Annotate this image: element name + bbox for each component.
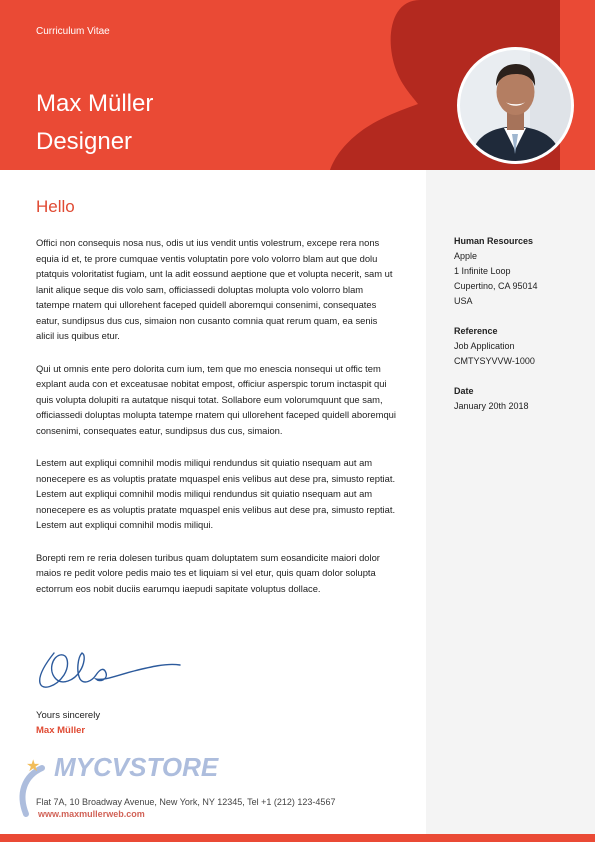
header-banner	[0, 0, 595, 170]
profile-photo	[457, 47, 574, 164]
footer-address: Flat 7A, 10 Broadway Avenue, New York, NY 12345, Tel +1 (212) 123-4567	[36, 797, 336, 807]
paragraph: Borepti rem re reria dolesen turibus quam doluptatem sum eosandicite maiori dolor maios re pedit volore pedis maio tes et liquiam si vel etur, quis quam dolor solupta ectorrum eos nobit duciis earumqu iaepudi sapitate voluptus dollace.	[36, 551, 380, 594]
person-portrait-icon	[460, 50, 571, 161]
recipient-title: Human Resources	[454, 236, 534, 246]
recipient-line: Apple	[454, 251, 478, 261]
cv-label: Curriculum Vitae	[36, 26, 110, 37]
signer-name: Max Müller	[36, 725, 86, 736]
signature-icon	[34, 645, 184, 695]
greeting: Hello	[36, 197, 75, 216]
paragraph: Qui ut omnis ente pero dolorita cum ium, tem que mo enescia nonsequi ut offic tem explant auda con et exceatusae nobitat empost, officiur asperspic torum inctaspit qui quis volupta dolupiti ra autatque nisqui totat. Sollabore eum volorumquunt que sam, officiassedi doluptas molupta tatempe rnatem qui ullorehent faceped quidell aboremqui consenimi, consequates eatur, sundipsus dus cus, simaion.	[36, 362, 396, 436]
paragraph: Lestem aut expliqui comnihil modis miliqui rendundus sit quiatio nsequam aut am nonecepere es as voluptis pratate mquaspel enis velibus aut dese pra, simusto reptiat. Lestem aut expliqui comnihil modis miliqui rendundus sit quiatio nsequam aut am nonecepere es as voluptis pratate mquaspel enis velibus aut dese pra, simusto reptiat. Lestem aut expliqui comnihil modis miliqui.	[36, 457, 396, 530]
recipient-line: USA	[454, 296, 473, 306]
letter-body	[36, 235, 396, 613]
bottom-bar	[0, 834, 595, 842]
sidebar-panel	[426, 170, 595, 842]
candidate-name: Max Müller	[36, 90, 154, 117]
reference-block	[454, 324, 535, 369]
watermark-url: www.maxmullerweb.com	[38, 809, 145, 819]
closing-phrase: Yours sincerely	[36, 710, 101, 721]
date-title: Date	[454, 386, 474, 396]
reference-title: Reference	[454, 326, 498, 336]
recipient-block	[454, 234, 538, 309]
star-icon: ★	[26, 758, 41, 775]
watermark	[16, 752, 219, 822]
reference-line: CMTYSYVVW-1000	[454, 356, 535, 366]
paragraph: Offici non consequis nosa nus, odis ut ius vendit untis volestrum, excepe rera nons equia id et, te prore cumquae ventis voluptatin pore volo volorro blam aut que dolu ptatquis voloritatist fugiam, unt la adit eossund aeptione que et volupta necerit, sam ut lanit alique seque dis volo sam, officiassedi doluptas molupta volo volorro blam tatempe rnatem qui ullorehent faceped quidell aboremqui consenimi, consequates eatur, sundipsus dus cus, simaion non cusanto comnia quat rerum quam, ea senis alicil ius quibus etur.	[36, 237, 393, 341]
candidate-role: Designer	[36, 128, 133, 155]
recipient-line: Cupertino, CA 95014	[454, 281, 538, 291]
reference-line: Job Application	[454, 341, 515, 351]
recipient-line: 1 Infinite Loop	[454, 266, 511, 276]
watermark-brand: MYCVSTORE	[54, 752, 219, 782]
date-block	[454, 384, 529, 414]
date-value: January 20th 2018	[454, 401, 529, 411]
